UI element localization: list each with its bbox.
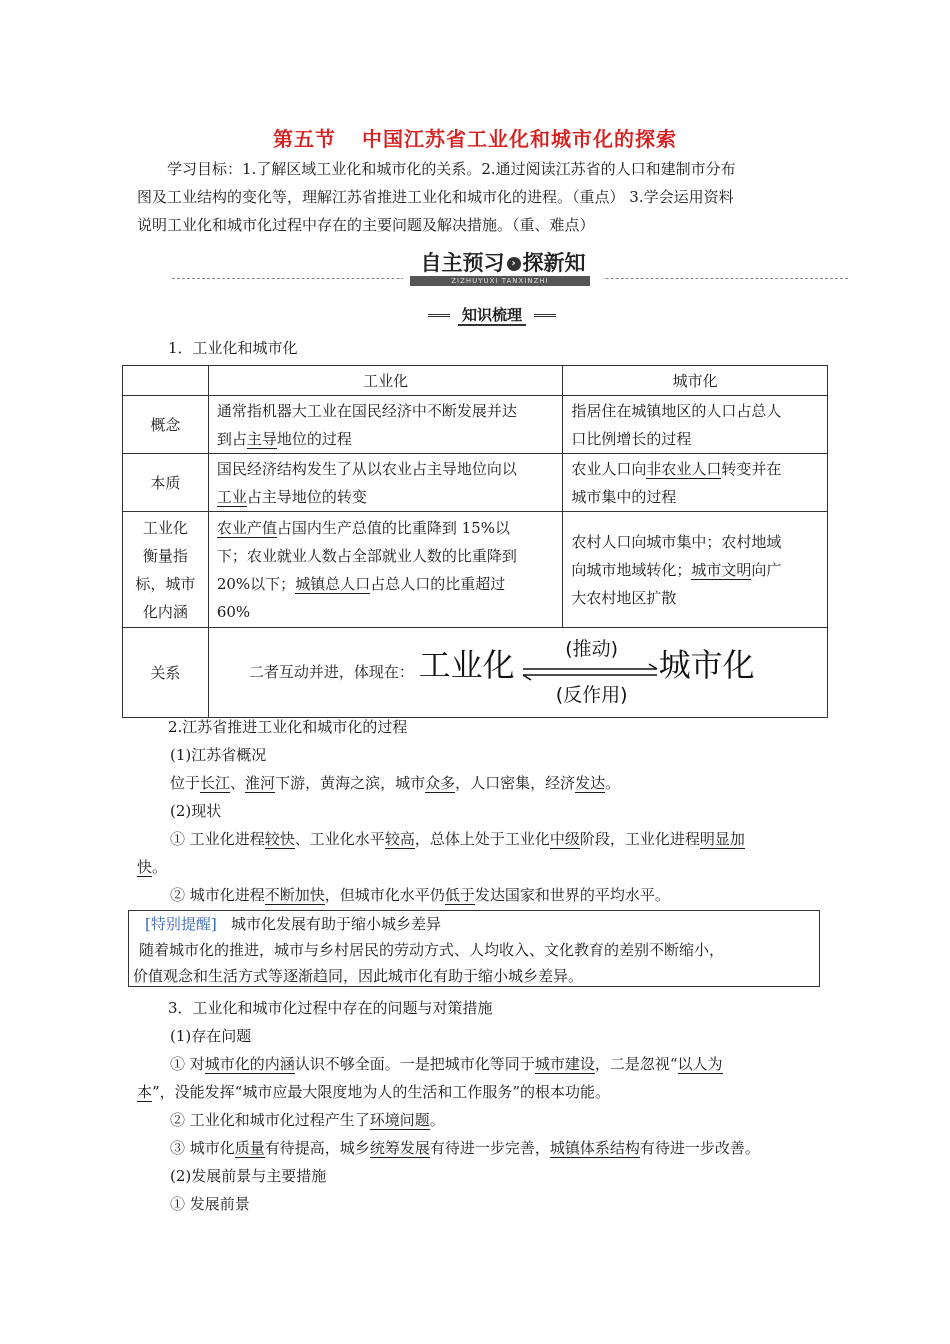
text: ② 工业化和城市化过程产生了 xyxy=(170,1111,370,1129)
text: 。 xyxy=(605,774,621,792)
note-header xyxy=(133,911,815,937)
heading-1: 1．工业化和城市化 xyxy=(168,339,298,357)
row-label: 本质 xyxy=(123,454,209,512)
answer-underline: 城镇总人口 xyxy=(295,574,371,593)
diagram-right-word: 城市化 xyxy=(658,645,755,684)
row-label: 关系 xyxy=(123,628,209,718)
answer-underline: 明显加 xyxy=(699,830,745,848)
text: 有待提高，城乡 xyxy=(264,1139,370,1157)
heading-2: 2.江苏省推进工业化和城市化的过程 xyxy=(168,718,408,736)
special-reminder-box xyxy=(128,910,820,987)
cell-text: 向城市地域转化； xyxy=(571,560,692,579)
answer-underline: 城市化的内涵 xyxy=(204,1055,295,1073)
diagram-top-label: (推动) xyxy=(565,637,619,660)
cell-text: 20%以下； xyxy=(216,574,296,593)
answer-underline: 中级 xyxy=(549,830,580,848)
table-row xyxy=(123,396,828,454)
cell-industrialization xyxy=(208,512,563,628)
row-label: 概念 xyxy=(123,396,209,454)
label-bar-right xyxy=(534,314,556,317)
relationship-text: 二者互动并进，体现在： xyxy=(248,662,414,681)
table-row xyxy=(123,628,828,718)
cell-text: 农村人口向城市集中；农村地域 xyxy=(571,532,782,551)
answer-underline: 本 xyxy=(137,1083,153,1101)
page-title xyxy=(0,123,950,152)
subheading: (2)发展前景与主要措施 xyxy=(170,1167,327,1185)
section-label xyxy=(428,304,556,326)
note-tag: [特别提醒] xyxy=(145,915,217,933)
row-label-line: 衡量指 xyxy=(142,546,188,565)
table-header-urbanization: 城市化 xyxy=(563,366,828,396)
cell-text: 国民经济结构发生了从以农业占主导地位向以 xyxy=(216,459,517,478)
text: ，二是忽视“ xyxy=(594,1055,678,1073)
section-label-text: 知识梳理 xyxy=(458,306,526,326)
answer-underline: 非农业人口 xyxy=(646,459,722,478)
cell-text: 农业人口向 xyxy=(571,459,647,478)
text: 下游，黄海之滨，城市 xyxy=(275,774,426,792)
diagram-left-word: 工业化 xyxy=(418,645,515,684)
answer-underline: 发达 xyxy=(575,774,606,792)
text: 。 xyxy=(152,858,168,876)
cell-text: 下；农业就业人数占全部就业人数的比重降到 xyxy=(216,546,517,565)
cell-relationship xyxy=(208,628,827,718)
answer-underline: 城镇体系结构 xyxy=(549,1139,640,1157)
table-row xyxy=(123,512,828,628)
learning-objectives xyxy=(137,155,817,239)
answer-underline: 长江 xyxy=(200,774,231,792)
answer-underline: 农业产值 xyxy=(216,518,277,537)
text: ，但城市化水平仍 xyxy=(324,886,445,904)
table-header-industrialization: 工业化 xyxy=(208,366,563,396)
paragraph xyxy=(170,825,745,853)
paragraph xyxy=(170,769,620,797)
banner-right-text: 探新知 xyxy=(522,251,586,275)
cell-text: 占国内生产总值的比重降到 15%以 xyxy=(276,518,510,537)
cell-text: 向广 xyxy=(751,560,782,579)
paragraph-continued xyxy=(137,853,167,881)
cell-urbanization xyxy=(563,454,828,512)
note-line: 价值观念和生活方式等逐渐趋同，因此城市化有助于缩小城乡差异。 xyxy=(133,967,584,985)
paragraph-continued xyxy=(137,1078,610,1106)
table-corner-cell xyxy=(123,366,209,396)
text: 有待进一步完善， xyxy=(429,1139,550,1157)
note-title: 城市化发展有助于缩小城乡差异 xyxy=(231,915,442,933)
cell-urbanization xyxy=(563,512,828,628)
answer-underline: 以人为 xyxy=(677,1055,723,1073)
comparison-table xyxy=(122,365,828,718)
text: 认识不够全面。一是把城市化等同于 xyxy=(294,1055,535,1073)
answer-underline: 快 xyxy=(137,858,153,876)
row-label-line: 化内涵 xyxy=(142,602,188,621)
answer-underline: 质量 xyxy=(234,1139,265,1157)
answer-underline: 工业 xyxy=(216,487,247,506)
row-label-line: 标，城市 xyxy=(135,574,196,593)
label-bar-left xyxy=(428,314,450,317)
cell-text: 大农村地区扩散 xyxy=(571,588,677,607)
cell-text: 指居住在城镇地区的人口占总人 xyxy=(571,401,782,420)
diagram-bottom-label: (反作用) xyxy=(555,683,628,706)
double-arrow-icon xyxy=(519,663,661,683)
text: ① 对 xyxy=(170,1055,205,1073)
subheading: (2)现状 xyxy=(170,802,222,820)
answer-underline: 城市建设 xyxy=(534,1055,595,1073)
subheading: ① 发展前景 xyxy=(170,1195,250,1213)
heading-3: 3．工业化和城市化过程中存在的问题与对策措施 xyxy=(168,999,493,1017)
table-row xyxy=(123,454,828,512)
text: 有待进一步改善。 xyxy=(639,1139,760,1157)
title-section-number: 第五节 xyxy=(273,127,336,151)
cell-text: 到占 xyxy=(216,429,247,448)
cell-text: 通常指机器大工业在国民经济中不断发展并达 xyxy=(216,401,517,420)
text: ② 城市化进程 xyxy=(170,886,265,904)
text: 位于 xyxy=(170,774,201,792)
cell-text: 地位的过程 xyxy=(276,429,352,448)
cell-industrialization xyxy=(208,454,563,512)
text: 、工业化水平 xyxy=(294,830,385,848)
text: ，总体上处于工业化 xyxy=(414,830,550,848)
text: 、 xyxy=(230,774,246,792)
answer-underline: 统筹发展 xyxy=(369,1139,430,1157)
cell-text: 60% xyxy=(216,602,251,621)
answer-underline: 环境问题 xyxy=(369,1111,430,1129)
cell-text: 占总人口的比重超过 xyxy=(370,574,506,593)
note-line: 随着城市化的推进，城市与乡村居民的劳动方式、人均收入、文化教育的差别不断缩小， xyxy=(139,941,725,959)
text: ① 工业化进程 xyxy=(170,830,265,848)
text: ，人口密集，经济 xyxy=(455,774,576,792)
objectives-line: 说明工业化和城市化过程中存在的主要问题及解决措施。（重、难点） xyxy=(137,216,595,234)
cell-text: 口比例增长的过程 xyxy=(571,429,692,448)
text: 。 xyxy=(429,1111,445,1129)
text: 阶段，工业化进程 xyxy=(579,830,700,848)
answer-underline: 淮河 xyxy=(245,774,276,792)
relationship-diagram xyxy=(419,637,759,709)
text: ”，没能发挥“城市应最大限度地为人的生活和工作服务”的根本功能。 xyxy=(152,1083,611,1101)
cell-text: 城市集中的过程 xyxy=(571,487,677,506)
cell-urbanization xyxy=(563,396,828,454)
objectives-line: 学习目标：1.了解区域工业化和城市化的关系。2.通过阅读江苏省的人口和建制市分布 xyxy=(167,160,736,178)
chevron-right-icon: › xyxy=(507,257,521,271)
section-banner xyxy=(403,247,603,279)
cell-industrialization xyxy=(208,396,563,454)
subheading: (1)江苏省概况 xyxy=(170,746,267,764)
answer-underline: 较快 xyxy=(264,830,295,848)
paragraph xyxy=(170,1106,445,1134)
banner-left-text: 自主预习 xyxy=(420,251,505,275)
banner-subtitle: ZIZHUYUXI TANXINZHI xyxy=(410,276,590,286)
answer-underline: 众多 xyxy=(425,774,456,792)
subheading: (1)存在问题 xyxy=(170,1027,252,1045)
row-label-line: 工业化 xyxy=(142,518,188,537)
text: ③ 城市化 xyxy=(170,1139,235,1157)
paragraph xyxy=(170,1134,760,1162)
cell-text: 转变并在 xyxy=(721,459,782,478)
answer-underline: 城市文明 xyxy=(691,560,752,579)
answer-underline: 不断加快 xyxy=(264,886,325,904)
title-text: 中国江苏省工业化和城市化的探索 xyxy=(362,127,677,151)
row-label xyxy=(123,512,209,628)
answer-underline: 主导 xyxy=(246,429,277,448)
text: 发达国家和世界的平均水平。 xyxy=(474,886,670,904)
table-header-row xyxy=(123,366,828,396)
answer-underline: 较高 xyxy=(384,830,415,848)
paragraph xyxy=(170,881,670,909)
paragraph xyxy=(170,1050,723,1078)
cell-text: 占主导地位的转变 xyxy=(246,487,367,506)
answer-underline: 低于 xyxy=(444,886,475,904)
objectives-line: 图及工业结构的变化等，理解江苏省推进工业化和城市化的进程。（重点） 3.学会运用资料 xyxy=(137,188,734,206)
